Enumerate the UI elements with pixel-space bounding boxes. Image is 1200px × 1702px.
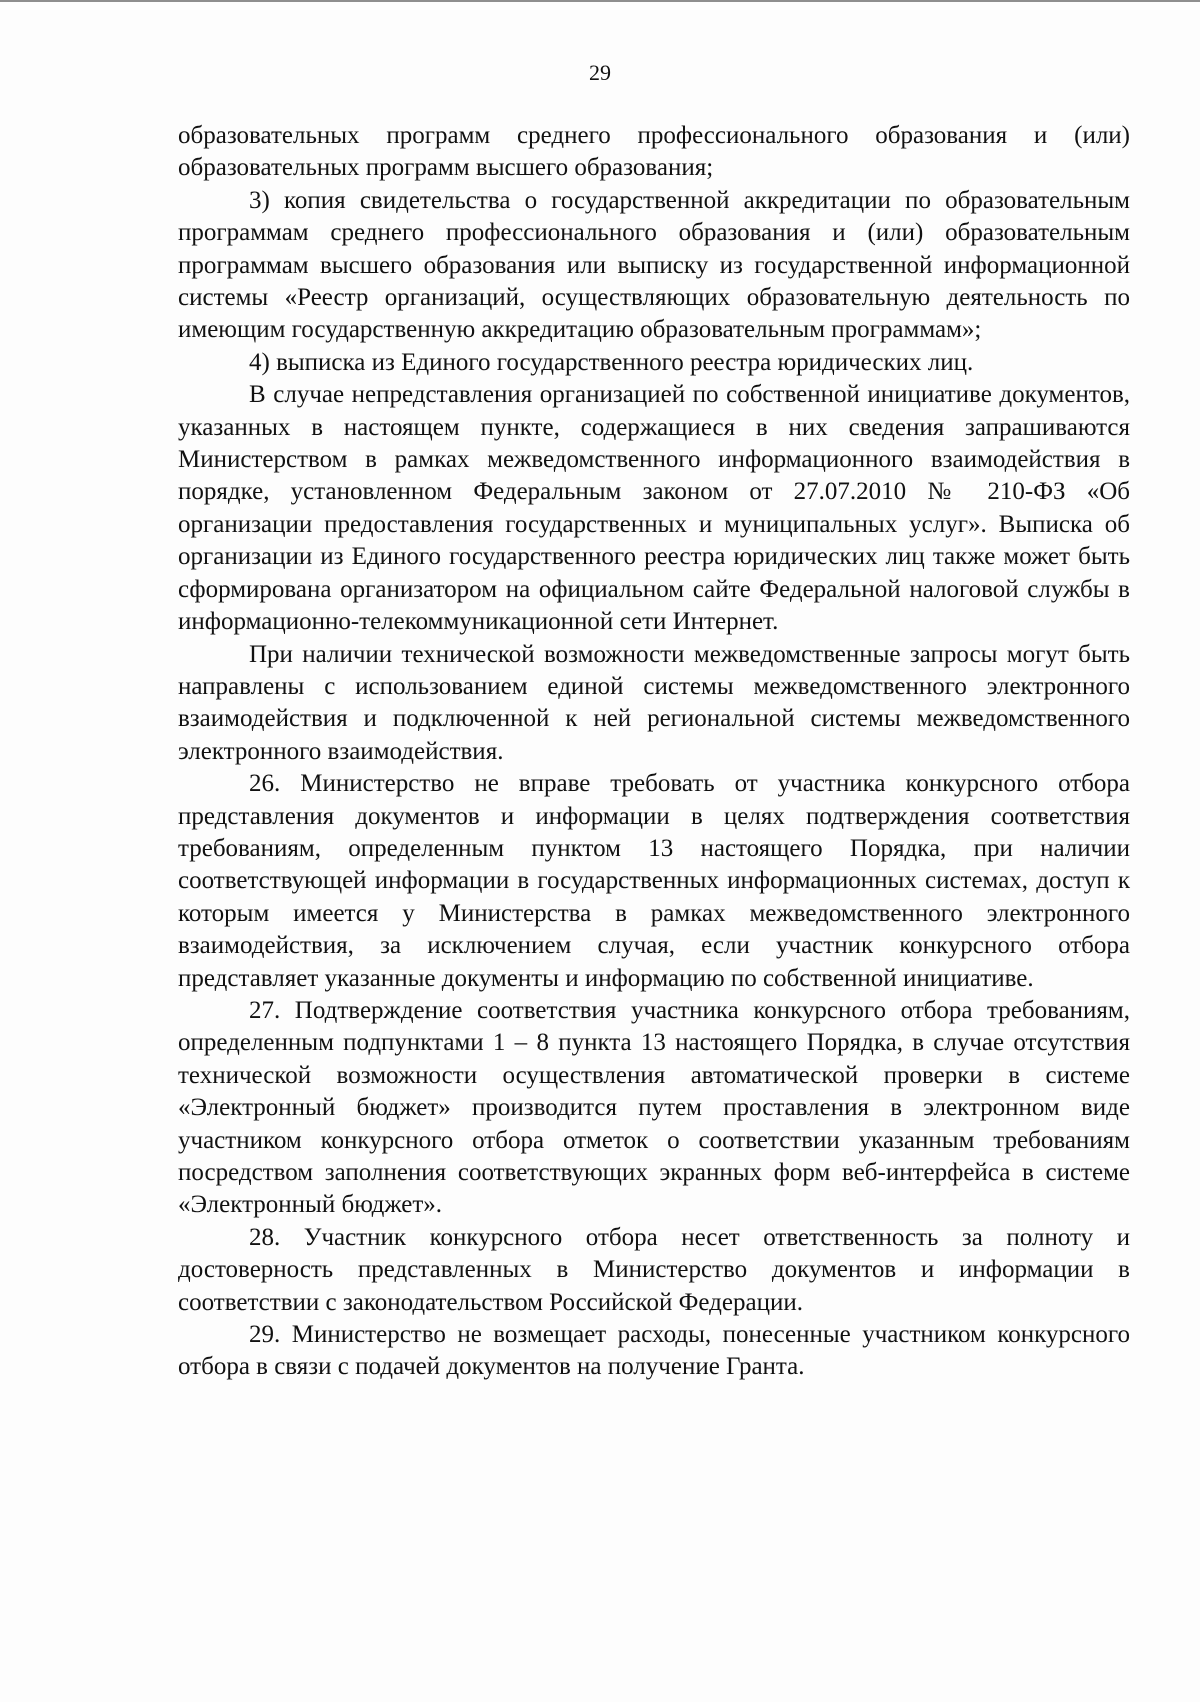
scan-edge-line: [0, 0, 1200, 2]
paragraph-clause-28: 28. Участник конкурсного отбора несет ответственность за полноту и достоверность представленных в Министерство документов и информации в соответствии с законодательством Российской Федерации.: [178, 1223, 1130, 1316]
page-number: 29: [589, 60, 611, 85]
paragraph-interagency-requests: При наличии технической возможности межведомственные запросы могут быть направлены с использованием единой системы межведомственного электронного взаимодействия и подключенной к ней региональной системы межведомственного электронного взаимодействия.: [178, 640, 1130, 765]
paragraph-item-3: 3) копия свидетельства о государственной аккредитации по образовательным программам среднего профессионального образования и (или) образовательным программам высшего образования или выписку из государственной информационной системы «Реестр организаций, осуществляющих образовательную деятельность по имеющим государственную аккредитацию образовательным программам»;: [178, 186, 1130, 344]
paragraph-continuation: образовательных программ среднего профессионального образования и (или) образовательных программ высшего образования;: [178, 122, 1130, 182]
paragraph-item-4: 4) выписка из Единого государственного реестра юридических лиц.: [249, 348, 974, 376]
paragraph-non-submission: В случае непредставления организацией по собственной инициативе документов, указанных в настоящем пункте, содержащиеся в них сведения запрашиваются Министерством в рамках межведомственного информационного взаимодействия в порядке, установленном Федеральным законом от 27.07.2010 № 210-ФЗ «Об организации предоставления государственных и муниципальных услуг». Выписка об организации из Единого государственного реестра юридических лиц также может быть сформирована организатором на официальном сайте Федеральной налоговой службы в информационно-телекоммуникационной сети Интернет.: [178, 381, 1130, 636]
paragraph-clause-27: 27. Подтверждение соответствия участника конкурсного отбора требованиям, определенным подпунктами 1 – 8 пункта 13 настоящего Порядка, в случае отсутствия технической возможности осуществления автоматической проверки в системе «Электронный бюджет» производится путем проставления в электронном виде участником конкурсного отбора отметок о соответствии указанным требованиям посредством заполнения соответствующих экранных форм веб-интерфейса в системе «Электронный бюджет».: [178, 996, 1130, 1219]
paragraph-clause-26: 26. Министерство не вправе требовать от участника конкурсного отбора представления документов и информации в целях подтверждения соответствия требованиям, определенным пунктом 13 настоящего Порядка, при наличии соответствующей информации в государственных информационных системах, доступ к которым имеется у Министерства в рамках межведомственного электронного взаимодействия, за исключением случая, если участник конкурсного отбора представляет указанные документы и информацию по собственной инициативе.: [178, 770, 1130, 992]
paragraph-clause-29: 29. Министерство не возмещает расходы, понесенные участником конкурсного отбора в связи с подачей документов на получение Гранта.: [178, 1321, 1130, 1381]
document-body: [178, 120, 1130, 1384]
